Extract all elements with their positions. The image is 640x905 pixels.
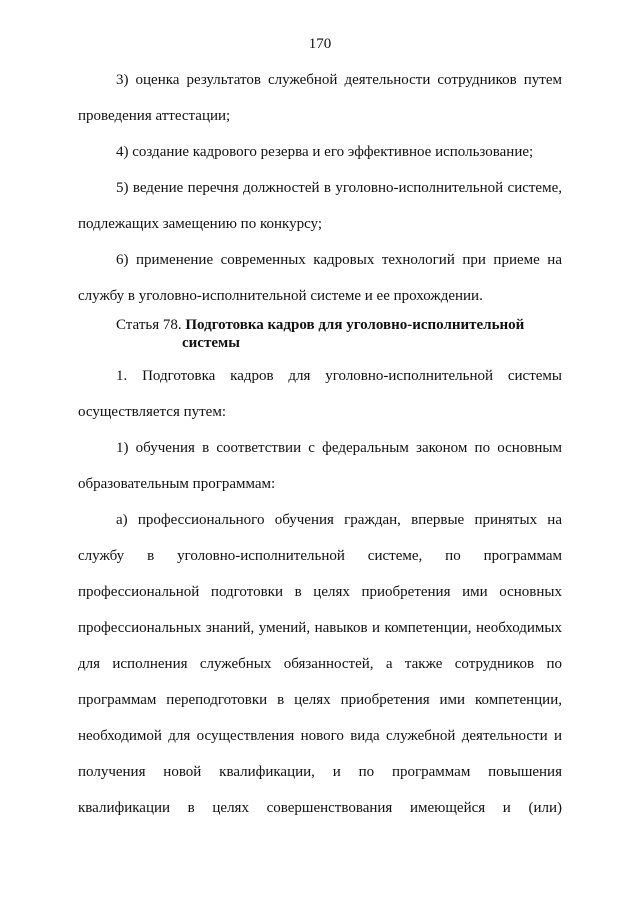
item-3-line-1: 3) оценка результатов служебной деятельности сотрудников путем xyxy=(116,72,562,88)
item-5-line-2: подлежащих замещению по конкурсу; xyxy=(78,216,323,232)
article-title-line-2: системы xyxy=(182,335,240,351)
body-line-3: 1) обучения в соответствии с федеральным законом по основным xyxy=(116,440,562,456)
body-line-13: квалификации в целях совершенствования имеющейся и (или) xyxy=(78,800,562,816)
body-line-1: 1. Подготовка кадров для уголовно-исполнительной системы xyxy=(116,368,562,384)
body-line-10: программам переподготовки в целях приобретения ими компетенции, xyxy=(78,692,562,708)
body-line-6: службу в уголовно-исполнительной системе, по программам xyxy=(78,548,562,564)
item-6-line-2: службу в уголовно-исполнительной системе и ее прохождении. xyxy=(78,288,483,304)
body-line-4: образовательным программам: xyxy=(78,476,276,492)
item-4-line-1: 4) создание кадрового резерва и его эффективное использование; xyxy=(116,144,534,160)
item-5-line-1: 5) ведение перечня должностей в уголовно-исполнительной системе, xyxy=(116,180,562,196)
list-section xyxy=(78,62,562,314)
body-line-11: необходимой для осуществления нового вида служебной деятельности и xyxy=(78,728,562,744)
page-number: 170 xyxy=(308,36,332,52)
item-3-line-2: проведения аттестации; xyxy=(78,108,231,124)
body-line-2: осуществляется путем: xyxy=(78,404,227,420)
article-label: Статья 78. xyxy=(116,317,182,333)
body-line-7: профессиональной подготовки в целях приобретения ими основных xyxy=(78,584,562,600)
article-title-line-1: Подготовка кадров для уголовно-исполнительной xyxy=(185,317,525,333)
body-line-12: получения новой квалификации, и по программам повышения xyxy=(78,764,562,780)
item-6-line-1: 6) применение современных кадровых технологий при приеме на xyxy=(116,252,562,268)
body-line-9: для исполнения служебных обязанностей, а также сотрудников по xyxy=(78,656,562,672)
body-line-8: профессиональных знаний, умений, навыков и компетенции, необходимых xyxy=(78,620,562,636)
article-heading xyxy=(116,316,562,352)
body-line-5: а) профессионального обучения граждан, впервые принятых на xyxy=(116,512,562,528)
article-body xyxy=(78,358,562,826)
